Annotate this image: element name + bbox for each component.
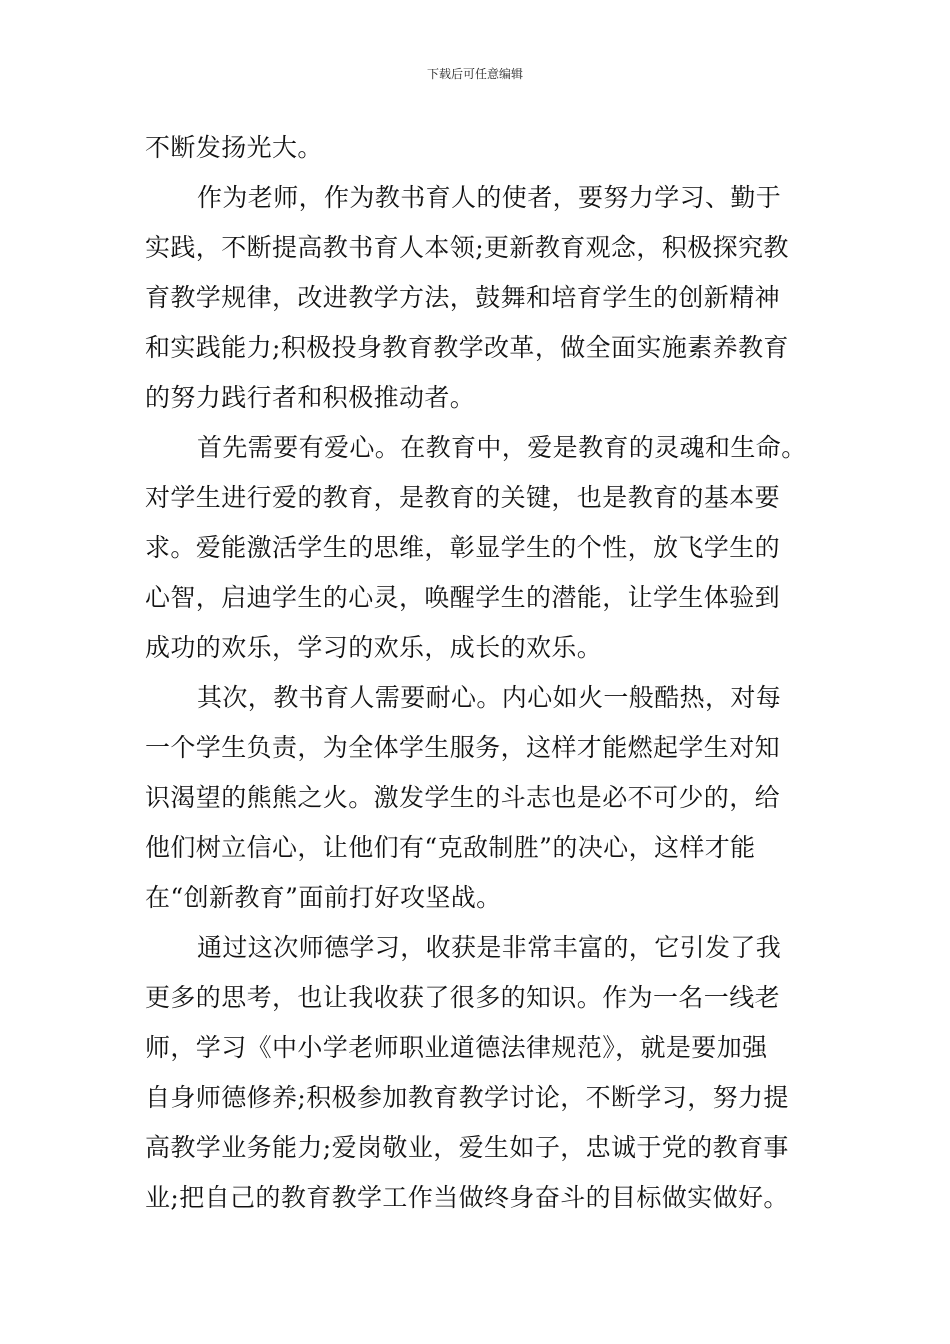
paragraph-first-line: 其次，教书育人需要耐心。内心如火一般酷热，对每	[197, 683, 782, 712]
paragraph-first-line: 通过这次师德学习，收获是非常丰富的，它引发了我	[197, 933, 782, 962]
text-line: 在“创新教育”面前打好攻坚战。	[145, 883, 502, 912]
paragraph-first-line: 作为老师，作为教书育人的使者，要努力学习、勤于	[197, 183, 782, 212]
text-line: 求。爱能激活学生的思维，彰显学生的个性，放飞学生的	[145, 533, 781, 562]
document-body	[145, 123, 815, 1223]
text-line: 高教学业务能力;爱岗敬业，爱生如子，忠诚于党的教育事	[145, 1133, 789, 1162]
text-line: 心智，启迪学生的心灵，唤醒学生的潜能，让学生体验到	[145, 583, 781, 612]
text-line: 师，学习《中小学老师职业道德法律规范》，就是要加强	[145, 1033, 768, 1062]
text-line: 对学生进行爱的教育，是教育的关键，也是教育的基本要	[145, 483, 781, 512]
text-line: 识渴望的熊熊之火。激发学生的斗志也是必不可少的，给	[145, 783, 781, 812]
text-line: 业;把自己的教育教学工作当做终身奋斗的目标做实做好。	[145, 1183, 789, 1212]
page-header: 下载后可任意编辑	[426, 67, 523, 81]
text-line: 他们树立信心，让他们有“克敌制胜”的决心，这样才能	[145, 833, 756, 862]
text-line: 更多的思考，也让我收获了很多的知识。作为一名一线老	[145, 983, 781, 1012]
text-line: 实践，不断提高教书育人本领;更新教育观念，积极探究教	[145, 233, 789, 262]
text-line: 一个学生负责，为全体学生服务，这样才能燃起学生对知	[145, 733, 781, 762]
text-line: 不断发扬光大。	[145, 133, 323, 162]
paragraph-first-line: 首先需要有爱心。在教育中，爱是教育的灵魂和生命。	[197, 433, 807, 462]
text-line: 和实践能力;积极投身教育教学改革，做全面实施素养教育	[145, 333, 789, 362]
text-line: 育教学规律，改进教学方法，鼓舞和培育学生的创新精神	[145, 283, 781, 312]
text-line: 自身师德修养;积极参加教育教学讨论，不断学习，努力提	[145, 1083, 789, 1112]
text-line: 的努力践行者和积极推动者。	[145, 383, 476, 412]
text-line: 成功的欢乐，学习的欢乐，成长的欢乐。	[145, 633, 603, 662]
